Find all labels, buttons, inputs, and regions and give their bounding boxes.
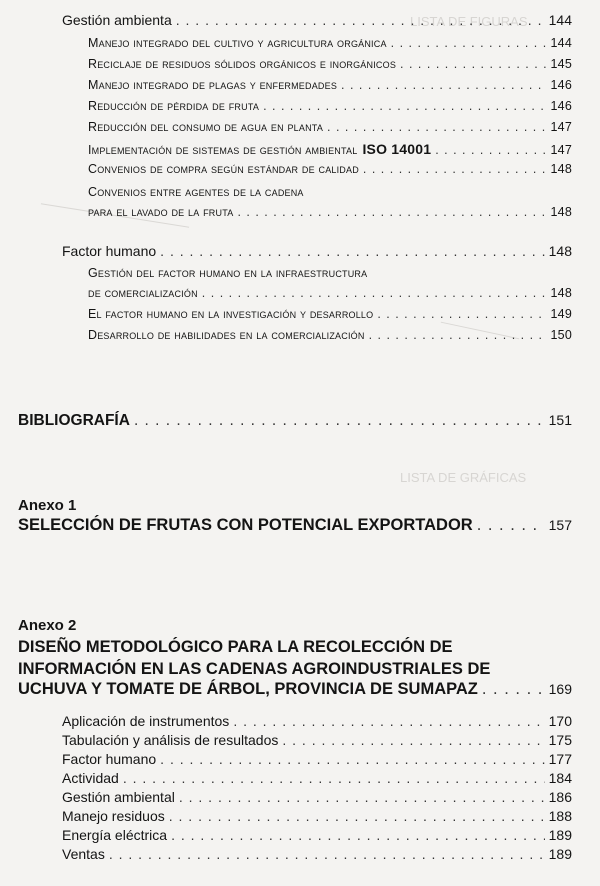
toc-page-number: 188 — [548, 808, 572, 824]
toc-entry-label: Gestión ambienta — [62, 12, 172, 28]
toc-subentry[interactable] — [62, 732, 572, 748]
annex-label: Anexo 1 — [18, 497, 77, 514]
toc-page-number: 146 — [550, 99, 572, 113]
toc-entry-label: Factor humano — [62, 243, 157, 259]
toc-entry-label: BIBLIOGRAFÍA — [18, 412, 130, 429]
toc-page-number: 148 — [548, 243, 572, 259]
toc-subentry[interactable] — [88, 36, 572, 50]
toc-subentry[interactable] — [62, 713, 572, 729]
toc-page-number: 150 — [550, 328, 572, 342]
toc-page-number: 144 — [550, 36, 572, 50]
dot-leader — [160, 751, 544, 767]
dot-leader — [179, 789, 545, 805]
dot-leader — [123, 770, 545, 786]
annex-title: SELECCIÓN DE FRUTAS CON POTENCIAL EXPORTADOR — [18, 516, 473, 534]
toc-page-number: 177 — [548, 751, 572, 767]
toc-subentry[interactable] — [88, 120, 572, 134]
dot-leader — [377, 307, 546, 321]
toc-subentry[interactable] — [88, 141, 572, 157]
dot-leader — [109, 846, 545, 862]
toc-entry-bibliografia[interactable] — [18, 412, 572, 430]
toc-subentry[interactable] — [62, 827, 572, 843]
toc-subentry[interactable] — [62, 808, 572, 824]
toc-subentry-label: Reducción de pérdida de fruta — [88, 99, 260, 113]
toc-subentry[interactable] — [62, 789, 572, 805]
toc-subentry-label: Manejo integrado del cultivo y agricultura orgánica — [88, 36, 387, 50]
dot-leader — [327, 120, 547, 134]
toc-page-number: 148 — [550, 162, 572, 176]
toc-entry-anexo2[interactable] — [18, 680, 572, 699]
toc-entry-anexo1[interactable] — [18, 516, 572, 535]
iso-standard-label: ISO 14001 — [362, 141, 432, 157]
toc-subentry-label: Manejo integrado de plagas y enfermedades — [88, 78, 338, 92]
toc-subentry-label: Actividad — [62, 770, 119, 786]
toc-page-number: 145 — [550, 57, 572, 71]
toc-page-number: 184 — [548, 770, 572, 786]
toc-subentry-label: Reducción del consumo de agua en planta — [88, 120, 324, 134]
toc-subentry[interactable] — [62, 751, 572, 767]
toc-subentry-label: Convenios de compra según estándar de calidad — [88, 162, 359, 176]
toc-subentry[interactable] — [88, 99, 572, 113]
toc-page-number: 186 — [548, 789, 572, 805]
toc-subentry-label: Desarrollo de habilidades en la comercialización — [88, 328, 365, 342]
toc-subentry-label: Ventas — [62, 846, 105, 862]
dot-leader — [233, 713, 544, 729]
annex-title-line3: UCHUVA Y TOMATE DE ÁRBOL, PROVINCIA DE SUMAPAZ — [18, 680, 478, 698]
dot-leader — [202, 286, 547, 300]
toc-page-number: 149 — [550, 307, 572, 321]
toc-subentry[interactable] — [88, 205, 572, 219]
toc-page-number: 157 — [548, 517, 572, 533]
annex-title-line2: INFORMACIÓN EN LAS CADENAS AGROINDUSTRIALES DE — [18, 660, 491, 678]
toc-page-number: 148 — [550, 286, 572, 300]
dot-leader — [477, 516, 545, 535]
toc-subentry-label-line1: Convenios entre agentes de la cadena — [88, 185, 304, 199]
toc-subentry-label-line2: de comercialización — [88, 286, 198, 300]
annex-label: Anexo 2 — [18, 617, 77, 634]
dot-leader — [237, 205, 546, 219]
dot-leader — [282, 732, 544, 748]
dot-leader — [171, 827, 545, 843]
dot-leader — [134, 412, 545, 430]
toc-subentry[interactable] — [88, 78, 572, 92]
toc-subentry-label: Manejo residuos — [62, 808, 165, 824]
annex-title-line1: DISEÑO METODOLÓGICO PARA LA RECOLECCIÓN DE — [18, 638, 453, 656]
toc-page-number: 170 — [548, 713, 572, 729]
dot-leader — [482, 680, 545, 699]
toc-entry-factor-humano[interactable] — [62, 243, 572, 259]
toc-subentry-label: Aplicación de instrumentos — [62, 713, 230, 729]
show-through-heading-graficas: LISTA DE GRÁFICAS — [400, 470, 527, 485]
toc-page-number: 148 — [550, 205, 572, 219]
toc-page-number: 169 — [548, 681, 572, 697]
toc-page-number: 189 — [548, 827, 572, 843]
toc-page-number: 189 — [548, 846, 572, 862]
toc-subentry-label: Tabulación y análisis de resultados — [62, 732, 279, 748]
toc-entry-gestion-ambienta[interactable] — [62, 12, 572, 28]
dot-leader — [369, 328, 547, 342]
toc-subentry[interactable] — [88, 307, 572, 321]
toc-subentry[interactable] — [62, 846, 572, 862]
dot-leader — [341, 78, 547, 92]
toc-subentry-label: Implementación de sistemas de gestión ambiental — [88, 143, 358, 157]
toc-subentry-label: Reciclaje de residuos sólidos orgánicos e inorgánicos — [88, 57, 397, 71]
toc-subentry[interactable] — [88, 57, 572, 71]
show-through-heading-figuras: LISTA DE FIGURAS — [410, 14, 528, 29]
dot-leader — [169, 808, 545, 824]
toc-page-number: 151 — [548, 412, 572, 428]
toc-subentry-label-line2: para el lavado de la fruta — [88, 205, 234, 219]
dot-leader — [263, 99, 546, 113]
toc-subentry-label: Factor humano — [62, 751, 157, 767]
toc-subentry-label-line1: Gestión del factor humano en la infraestructura — [88, 266, 368, 280]
toc-page-number: 175 — [548, 732, 572, 748]
toc-subentry[interactable] — [88, 286, 572, 300]
toc-subentry[interactable] — [88, 328, 572, 342]
toc-subentry[interactable] — [88, 162, 572, 176]
toc-subentry-label: Gestión ambiental — [62, 789, 175, 805]
toc-subentry-label: El factor humano en la investigación y desarrollo — [88, 307, 374, 321]
dot-leader — [391, 36, 547, 50]
toc-page-number: 146 — [550, 78, 572, 92]
dot-leader — [435, 143, 546, 157]
toc-page-number: 144 — [548, 12, 572, 28]
toc-page-number: 147 — [550, 143, 572, 157]
dot-leader — [160, 243, 544, 259]
dot-leader — [400, 57, 547, 71]
dot-leader — [176, 12, 545, 28]
toc-page-number: 147 — [550, 120, 572, 134]
toc-subentry-label: Energía eléctrica — [62, 827, 168, 843]
toc-subentry[interactable] — [62, 770, 572, 786]
dot-leader — [363, 162, 547, 176]
